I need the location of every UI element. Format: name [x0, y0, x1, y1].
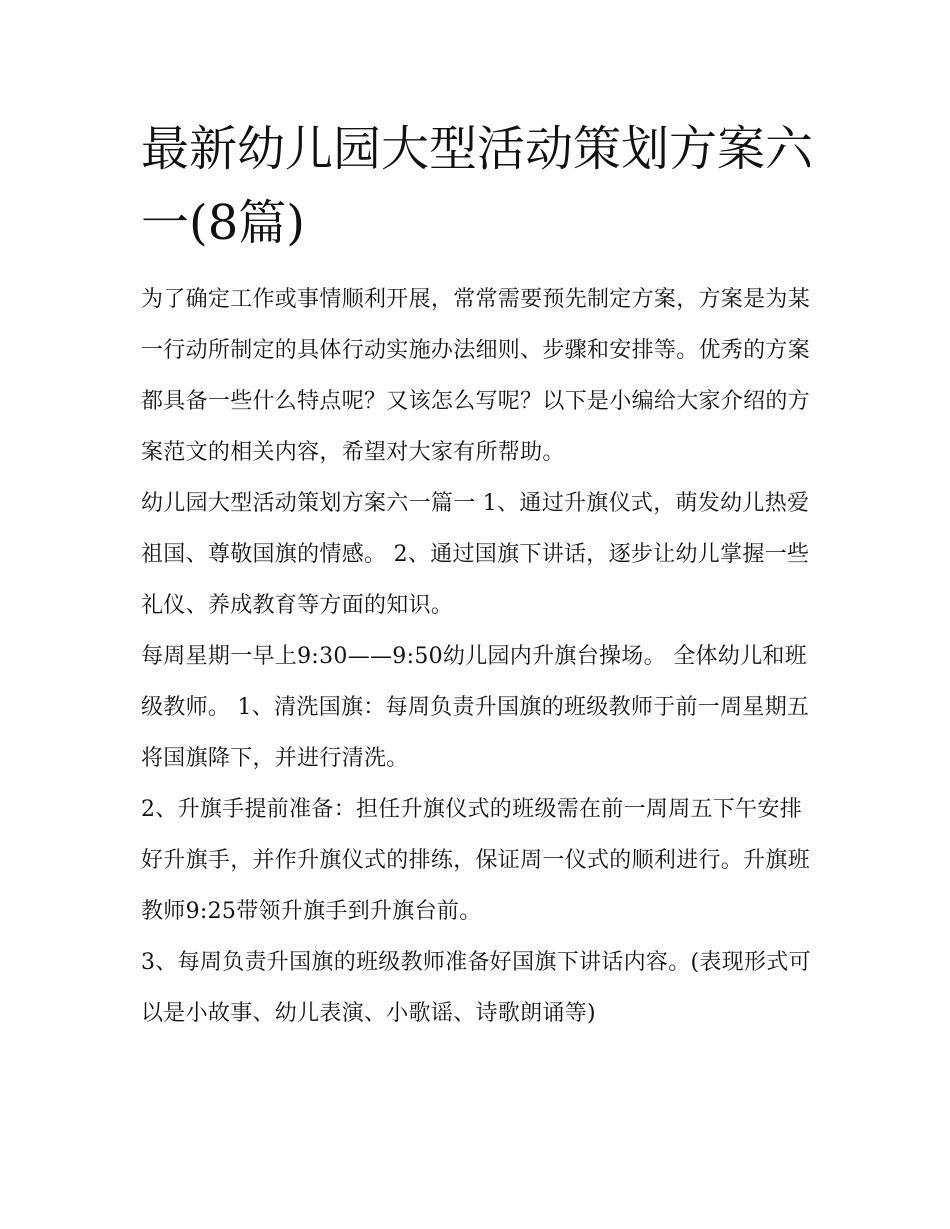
paragraph-intro: 为了确定工作或事情顺利开展，常常需要预先制定方案，方案是为某一行动所制定的具体行动实施办法细则、步骤和安排等。优秀的方案都具备一些什么特点呢？又该怎么写呢？以下是小编给大家介绍的方案范文的相关内容，希望对大家有所帮助。 — [141, 287, 811, 465]
document-body — [141, 112, 816, 1039]
paragraph-list — [141, 274, 816, 1039]
paragraph-schedule: 每周星期一早上9:30——9:50幼儿园内升旗台操场。 全体幼儿和班级教师。 1、清洗国旗：每周负责升国旗的班级教师于前一周星期五将国旗降下，并进行清洗。 — [141, 644, 810, 771]
paragraph-speech: 3、每周负责升国旗的班级教师准备好国旗下讲话内容。(表现形式可以是小故事、幼儿表演、小歌谣、诗歌朗诵等) — [141, 950, 811, 1026]
paragraph-goals: 幼儿园大型活动策划方案六一篇一 1、通过升旗仪式，萌发幼儿热爱祖国、尊敬国旗的情感。 2、通过国旗下讲话，逐步让幼儿掌握一些礼仪、养成教育等方面的知识。 — [141, 491, 810, 618]
paragraph-flag-bearer: 2、升旗手提前准备：担任升旗仪式的班级需在前一周周五下午安排好升旗手，并作升旗仪式的排练，保证周一仪式的顺利进行。升旗班教师9:25带领升旗手到升旗台前。 — [141, 797, 811, 924]
document-title: 最新幼儿园大型活动策划方案六一(8篇) — [141, 121, 814, 251]
